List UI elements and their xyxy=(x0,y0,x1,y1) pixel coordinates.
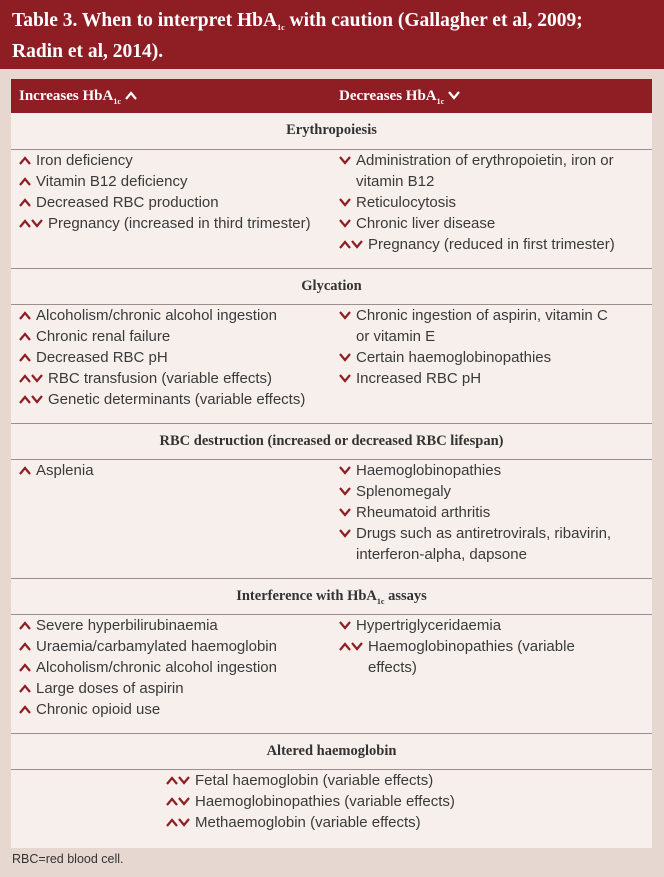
list-item xyxy=(19,192,311,213)
header-decreases-subscript: 1c xyxy=(436,97,445,106)
item-text: Genetic determinants (variable effects) xyxy=(48,391,306,408)
list-item xyxy=(339,347,608,368)
list-item xyxy=(19,305,305,326)
section-heading xyxy=(11,113,652,150)
list-item xyxy=(19,657,277,678)
down-arrow-icon xyxy=(31,219,43,228)
list-item xyxy=(166,770,455,791)
up-arrow-icon xyxy=(19,642,31,651)
item-text: Haemoglobinopathies (variable xyxy=(368,638,575,655)
up-arrow-icon xyxy=(166,818,178,827)
arrow-icons xyxy=(339,502,351,523)
list-item xyxy=(19,326,305,347)
increases-list xyxy=(19,150,311,234)
item-text: Decreased RBC pH xyxy=(36,349,168,366)
arrow-icons xyxy=(19,305,31,326)
title-subscript: 1c xyxy=(277,23,285,32)
header-increases-label: Increases HbA xyxy=(19,88,114,104)
arrow-icons xyxy=(339,523,351,544)
decreases-list xyxy=(339,305,608,389)
list-item xyxy=(19,347,305,368)
header-decreases-label: Decreases HbA xyxy=(339,88,437,104)
down-arrow-icon xyxy=(178,797,190,806)
item-text: Haemoglobinopathies xyxy=(356,462,502,479)
decreases-list xyxy=(339,615,575,678)
item-text: Severe hyperbilirubinaemia xyxy=(36,617,218,634)
list-item xyxy=(339,150,615,192)
list-item xyxy=(339,305,608,347)
section-title-end: assays xyxy=(384,588,427,604)
up-arrow-icon xyxy=(19,705,31,714)
down-arrow-icon xyxy=(339,529,351,538)
up-arrow-icon xyxy=(19,198,31,207)
arrow-icons xyxy=(19,615,31,636)
variable-list xyxy=(166,770,455,833)
arrow-icons xyxy=(19,657,31,678)
increases-list xyxy=(19,615,277,720)
arrow-icons xyxy=(339,213,351,234)
up-arrow-icon xyxy=(19,332,31,341)
list-item xyxy=(166,791,455,812)
list-item xyxy=(19,615,277,636)
down-arrow-icon xyxy=(178,818,190,827)
arrow-icons xyxy=(19,460,31,481)
section-title: Interference with HbA xyxy=(236,588,377,604)
item-text: Vitamin B12 deficiency xyxy=(36,173,188,190)
list-item xyxy=(339,368,608,389)
arrow-icons xyxy=(19,150,31,171)
arrow-icons xyxy=(339,481,351,502)
arrow-icons xyxy=(339,150,351,171)
item-text: Chronic liver disease xyxy=(356,215,496,232)
list-item xyxy=(339,192,615,213)
arrow-icons xyxy=(166,791,190,812)
decreases-list xyxy=(339,150,615,255)
arrow-icons xyxy=(339,192,351,213)
arrow-icons xyxy=(19,171,31,192)
arrow-icons xyxy=(339,234,363,255)
arrow-icons xyxy=(339,460,351,481)
item-text-continued: vitamin B12 xyxy=(356,173,435,190)
section-heading xyxy=(11,578,652,615)
section-title: Glycation xyxy=(301,278,362,294)
item-text: Hypertriglyceridaemia xyxy=(356,617,502,634)
down-arrow-icon xyxy=(31,374,43,383)
section-heading xyxy=(11,268,652,305)
item-text: Alcoholism/chronic alcohol ingestion xyxy=(36,659,277,676)
item-text: Increased RBC pH xyxy=(356,370,482,387)
title-text: Table 3. When to interpret HbA xyxy=(12,10,278,31)
down-arrow-icon xyxy=(339,487,351,496)
item-text-continued: or vitamin E xyxy=(356,328,436,345)
arrow-icons xyxy=(19,368,43,389)
item-text: Drugs such as antiretrovirals, ribavirin, xyxy=(356,525,612,542)
up-arrow-icon xyxy=(19,374,31,383)
up-arrow-icon xyxy=(19,466,31,475)
item-text: Pregnancy (increased in third trimester) xyxy=(48,215,311,232)
down-arrow-icon xyxy=(339,621,351,630)
up-arrow-icon xyxy=(19,353,31,362)
item-text: Large doses of aspirin xyxy=(36,680,184,697)
up-arrow-icon xyxy=(339,642,351,651)
item-text: Certain haemoglobinopathies xyxy=(356,349,552,366)
item-text: Uraemia/carbamylated haemoglobin xyxy=(36,638,277,655)
item-text: Haemoglobinopathies (variable effects) xyxy=(195,793,455,810)
up-arrow-icon xyxy=(166,776,178,785)
arrow-icons xyxy=(339,305,351,326)
arrow-icons xyxy=(339,368,351,389)
item-text: Rheumatoid arthritis xyxy=(356,504,491,521)
up-arrow-icon xyxy=(19,156,31,165)
item-text: Pregnancy (reduced in first trimester) xyxy=(368,236,615,253)
arrow-icons xyxy=(19,347,31,368)
item-text-continued: interferon-alpha, dapsone xyxy=(356,546,527,563)
item-text: Splenomegaly xyxy=(356,483,452,500)
list-item xyxy=(339,213,615,234)
down-arrow-icon xyxy=(31,395,43,404)
section-title-subscript: 1c xyxy=(376,597,385,606)
down-arrow-icon xyxy=(339,466,351,475)
title-text-end: with caution (Gallagher et al, 2009; xyxy=(284,10,583,31)
list-item xyxy=(339,636,575,678)
table-title xyxy=(0,0,664,69)
up-arrow-icon xyxy=(19,177,31,186)
list-item xyxy=(339,502,611,523)
down-arrow-icon xyxy=(351,642,363,651)
down-arrow-icon xyxy=(339,374,351,383)
item-text: Chronic renal failure xyxy=(36,328,171,345)
list-item xyxy=(166,812,455,833)
item-text: Fetal haemoglobin (variable effects) xyxy=(195,772,434,789)
up-arrow-icon xyxy=(19,684,31,693)
down-arrow-icon xyxy=(339,353,351,362)
section-heading xyxy=(11,423,652,460)
increases-list xyxy=(19,460,94,481)
down-arrow-icon xyxy=(339,198,351,207)
list-item xyxy=(19,171,311,192)
arrow-icons xyxy=(19,213,43,234)
list-item xyxy=(19,636,277,657)
item-text: Decreased RBC production xyxy=(36,194,219,211)
down-arrow-icon xyxy=(339,156,351,165)
footnote: RBC=red blood cell. xyxy=(12,852,124,866)
up-arrow-icon xyxy=(19,395,31,404)
list-item xyxy=(19,460,94,481)
section-title: Altered haemoglobin xyxy=(266,743,397,759)
list-item xyxy=(19,213,311,234)
item-text: Chronic ingestion of aspirin, vitamin C xyxy=(356,307,608,324)
up-arrow-icon xyxy=(19,663,31,672)
arrow-icons xyxy=(339,615,351,636)
arrow-icons xyxy=(19,192,31,213)
item-text: Asplenia xyxy=(36,462,94,479)
list-item xyxy=(19,678,277,699)
item-text: Chronic opioid use xyxy=(36,701,161,718)
up-arrow-icon xyxy=(19,311,31,320)
list-item xyxy=(339,481,611,502)
header-increases xyxy=(19,88,137,105)
down-arrow-icon xyxy=(339,311,351,320)
list-item xyxy=(339,523,611,565)
arrow-icons xyxy=(19,326,31,347)
arrow-icons xyxy=(19,699,31,720)
item-text: Iron deficiency xyxy=(36,152,133,169)
arrow-icons xyxy=(19,389,43,410)
list-item xyxy=(19,389,305,410)
up-arrow-icon xyxy=(19,219,31,228)
section-title: RBC destruction (increased or decreased RBC lifespan) xyxy=(159,433,504,449)
item-text: Alcoholism/chronic alcohol ingestion xyxy=(36,307,277,324)
item-text: Reticulocytosis xyxy=(356,194,457,211)
list-item xyxy=(339,460,611,481)
down-arrow-icon xyxy=(351,240,363,249)
arrow-icons xyxy=(166,812,190,833)
item-text: Methaemoglobin (variable effects) xyxy=(195,814,421,831)
title-text-line2: Radin et al, 2014). xyxy=(12,41,164,62)
section-title: Erythropoiesis xyxy=(286,122,377,138)
list-item xyxy=(339,234,615,255)
down-arrow-icon xyxy=(339,219,351,228)
table-header-row xyxy=(11,79,652,113)
decreases-list xyxy=(339,460,611,565)
list-item xyxy=(19,699,277,720)
arrow-icons xyxy=(339,636,363,657)
arrow-icons xyxy=(19,678,31,699)
arrow-icons xyxy=(339,347,351,368)
arrow-icons xyxy=(166,770,190,791)
down-arrow-icon xyxy=(448,91,460,100)
down-arrow-icon xyxy=(339,508,351,517)
header-increases-subscript: 1c xyxy=(113,97,121,106)
list-item xyxy=(339,615,575,636)
table xyxy=(11,79,652,848)
list-item xyxy=(19,150,311,171)
up-arrow-icon xyxy=(19,621,31,630)
item-text: RBC transfusion (variable effects) xyxy=(48,370,272,387)
down-arrow-icon xyxy=(178,776,190,785)
arrow-icons xyxy=(19,636,31,657)
up-arrow-icon xyxy=(166,797,178,806)
item-text-continued: effects) xyxy=(368,659,417,676)
section-heading xyxy=(11,733,652,770)
increases-list xyxy=(19,305,305,410)
list-item xyxy=(19,368,305,389)
header-decreases xyxy=(339,88,460,105)
item-text: Administration of erythropoietin, iron or xyxy=(356,152,614,169)
up-arrow-icon xyxy=(125,91,137,100)
up-arrow-icon xyxy=(339,240,351,249)
